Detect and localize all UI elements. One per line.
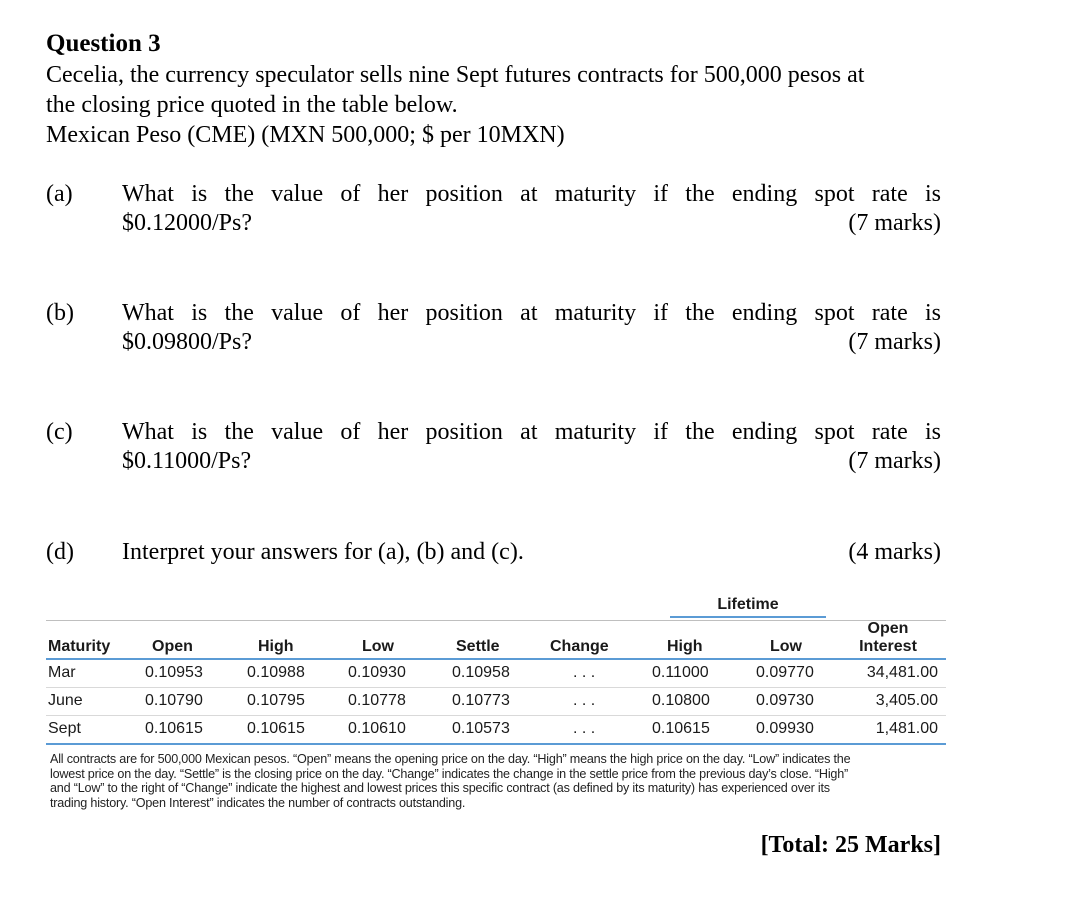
cell-high: 0.10795 <box>247 692 305 709</box>
header-high: High <box>258 638 294 655</box>
part-spot-rate: $0.09800/Ps? <box>122 329 253 355</box>
header-open-interest-line1: Open <box>867 620 909 637</box>
table-footnote <box>50 752 940 810</box>
table-top-rule <box>46 620 946 621</box>
header-maturity: Maturity <box>48 638 111 655</box>
total-marks: [Total: 25 Marks] <box>760 832 941 858</box>
cell-lifetime-low: 0.09770 <box>756 664 814 681</box>
part-question-text: What is the value of her position at maturity if the ending spot rate is <box>122 300 941 326</box>
footnote-line: lowest price on the day. “Settle” is the closing price on the day. “Change” indicates the change in the settle price from the previous day’s close. “High” <box>50 766 849 781</box>
cell-open: 0.10790 <box>145 692 203 709</box>
cell-open-interest: 34,481.00 <box>866 664 938 681</box>
table-row <box>46 660 946 687</box>
part-question-text: What is the value of her position at maturity if the ending spot rate is <box>122 419 941 445</box>
cell-settle: 0.10773 <box>452 692 510 709</box>
lifetime-header: Lifetime <box>670 596 826 618</box>
cell-settle: 0.10958 <box>452 664 510 681</box>
cell-lifetime-low: 0.09930 <box>756 720 814 737</box>
cell-low: 0.10778 <box>348 692 406 709</box>
footnote-line: trading history. “Open Interest” indicates the number of contracts outstanding. <box>50 795 466 810</box>
question-title: Question 3 <box>46 30 161 57</box>
part-marks: (7 marks) <box>848 210 941 236</box>
question-intro <box>46 60 956 150</box>
header-change: Change <box>550 638 609 655</box>
part-label: (a) <box>46 181 73 207</box>
part-marks: (4 marks) <box>848 539 941 565</box>
header-lifetime-high: High <box>667 638 703 655</box>
cell-open-interest: 1,481.00 <box>875 720 938 737</box>
cell-open-interest: 3,405.00 <box>875 692 938 709</box>
part-spot-rate: $0.11000/Ps? <box>122 448 252 474</box>
part-label: (d) <box>46 539 74 565</box>
cell-lifetime-high: 0.11000 <box>652 664 709 681</box>
header-settle: Settle <box>456 638 500 655</box>
cell-low: 0.10610 <box>348 720 406 737</box>
footnote-line: All contracts are for 500,000 Mexican pesos. “Open” means the opening price on the day. “High” means the high price on the day. “Low” indicates the <box>50 752 851 766</box>
cell-lifetime-high: 0.10615 <box>652 720 710 737</box>
cell-high: 0.10988 <box>247 664 305 681</box>
part-label: (c) <box>46 419 73 445</box>
cell-lifetime-high: 0.10800 <box>652 692 710 709</box>
intro-line: the closing price quoted in the table below. <box>46 92 458 118</box>
footnote-line: and “Low” to the right of “Change” indicate the highest and lowest prices this specific contract (as defined by its maturity) has experienced over its <box>50 781 830 795</box>
part-spot-rate: $0.12000/Ps? <box>122 210 253 236</box>
cell-maturity: Mar <box>48 664 76 681</box>
cell-change: . . . <box>573 664 596 681</box>
part-question-text: Interpret your answers for (a), (b) and (c). <box>122 539 524 565</box>
table-bottom-rule <box>46 743 946 745</box>
part-label: (b) <box>46 300 74 326</box>
cell-open: 0.10615 <box>145 720 203 737</box>
cell-lifetime-low: 0.09730 <box>756 692 814 709</box>
cell-change: . . . <box>573 692 596 709</box>
header-low: Low <box>362 638 394 655</box>
table-row <box>46 716 946 743</box>
part-question-text: What is the value of her position at maturity if the ending spot rate is <box>122 181 941 207</box>
cell-change: . . . <box>573 720 596 737</box>
cell-maturity: June <box>48 692 83 709</box>
cell-maturity: Sept <box>48 720 81 737</box>
cell-low: 0.10930 <box>348 664 406 681</box>
cell-high: 0.10615 <box>247 720 305 737</box>
part-marks: (7 marks) <box>848 448 941 474</box>
intro-line: Cecelia, the currency speculator sells nine Sept futures contracts for 500,000 pesos at <box>46 62 865 88</box>
cell-open: 0.10953 <box>145 664 203 681</box>
table-row <box>46 688 946 715</box>
header-lifetime-low: Low <box>770 638 802 655</box>
header-open: Open <box>152 638 193 655</box>
column-headers <box>46 622 946 658</box>
intro-line: Mexican Peso (CME) (MXN 500,000; $ per 10MXN) <box>46 122 565 148</box>
part-marks: (7 marks) <box>848 329 941 355</box>
cell-settle: 0.10573 <box>452 720 510 737</box>
header-open-interest-line2: Interest <box>859 638 917 655</box>
